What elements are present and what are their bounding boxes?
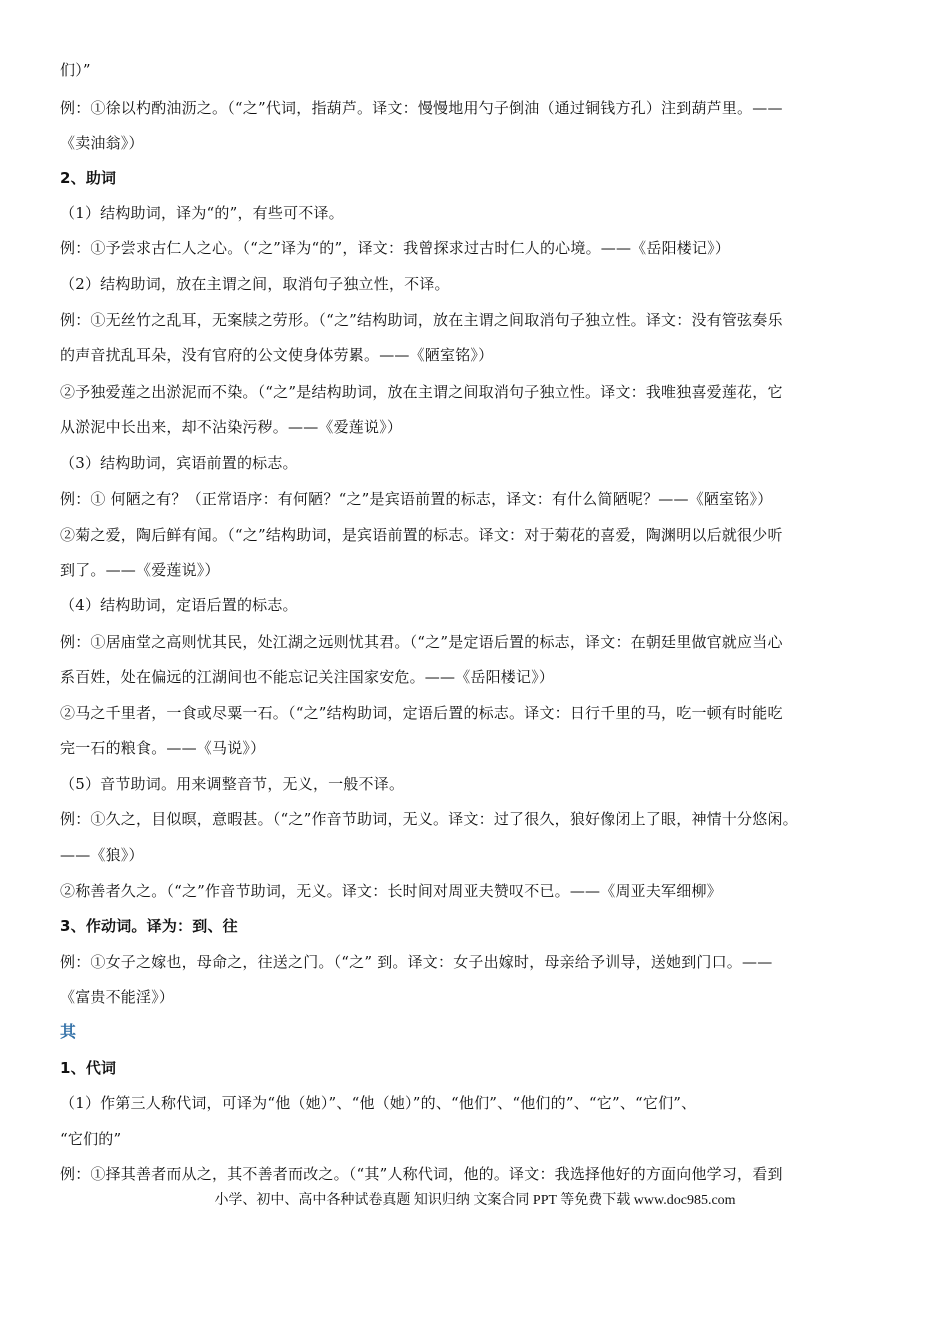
text-line: （4）结构助词，定语后置的标志。 bbox=[60, 596, 298, 614]
text-line: 《卖油翁》） bbox=[60, 134, 144, 152]
character-heading: 其 bbox=[60, 1022, 77, 1041]
text-line: 例：①居庙堂之高则忧其民，处江湖之远则忧其君。（“之”是定语后置的标志，译文：在朝廷里做官就应当心 bbox=[60, 633, 783, 651]
text-line: ②称善者久之。（“之”作音节助词，无义。译文：长时间对周亚夫赞叹不已。——《周亚夫军细柳》 bbox=[60, 882, 722, 900]
text-line: 从淤泥中长出来，却不沾染污秽。——《爱莲说》） bbox=[60, 418, 403, 436]
text-line: 的声音扰乱耳朵，没有官府的公文使身体劳累。——《陋室铭》） bbox=[60, 346, 494, 364]
text-line: 例：①择其善者而从之，其不善者而改之。（“其”人称代词，他的。译文：我选择他好的方面向他学习，看到 bbox=[60, 1165, 783, 1183]
text-line: ——《狼》） bbox=[60, 846, 144, 864]
text-line: （1）作第三人称代词，可译为“他（她）”、“他（她）”的、“他们”、“他们的”、“它”、“它们”、 bbox=[60, 1094, 697, 1112]
text-line: 系百姓，处在偏远的江湖间也不能忘记关注国家安危。——《岳阳楼记》） bbox=[60, 668, 555, 686]
text-line: ②予独爱莲之出淤泥而不染。（“之”是结构助词，放在主谓之间取消句子独立性。译文：我唯独喜爱莲花，它 bbox=[60, 383, 783, 401]
text-line: 例：①无丝竹之乱耳，无案牍之劳形。（“之”结构助词，放在主谓之间取消句子独立性。译文：没有管弦奏乐 bbox=[60, 311, 783, 329]
text-line: 们）” bbox=[60, 61, 91, 79]
text-line: “它们的” bbox=[60, 1130, 122, 1148]
text-line: 例：①徐以杓酌油沥之。（“之”代词，指葫芦。译文：慢慢地用勺子倒油（通过铜钱方孔）注到葫芦里。—— bbox=[60, 99, 783, 117]
text-line: 到了。——《爱莲说》） bbox=[60, 561, 220, 579]
section-heading: 1、代词 bbox=[60, 1059, 117, 1077]
page-footer: 小学、初中、高中各种试卷真题 知识归纳 文案合同 PPT 等免费下载 www.doc985.com bbox=[214, 1193, 736, 1208]
text-line: 例：① 何陋之有？（正常语序：有何陋？“之”是宾语前置的标志，译文：有什么简陋呢？——《陋室铭》） bbox=[60, 490, 773, 508]
text-line: 例：①予尝求古仁人之心。（“之”译为“的”，译文：我曾探求过古时仁人的心境。——《岳阳楼记》） bbox=[60, 239, 731, 257]
text-line: （1）结构助词，译为“的”，有些可不译。 bbox=[60, 204, 344, 222]
text-line: 完一石的粮食。——《马说》） bbox=[60, 739, 266, 757]
text-line: 《富贵不能淫》） bbox=[60, 988, 175, 1006]
text-line: （2）结构助词，放在主谓之间，取消句子独立性，不译。 bbox=[60, 275, 450, 293]
section-heading: 2、助词 bbox=[60, 169, 117, 187]
text-line: ②菊之爱，陶后鲜有闻。（“之”结构助词，是宾语前置的标志。译文：对于菊花的喜爱，陶渊明以后就很少听 bbox=[60, 526, 783, 544]
text-line: ②马之千里者，一食或尽粟一石。（“之”结构助词，定语后置的标志。译文：日行千里的马，吃一顿有时能吃 bbox=[60, 704, 783, 722]
text-line: （5）音节助词。用来调整音节，无义，一般不译。 bbox=[60, 775, 405, 793]
text-line: 例：①久之，目似暝，意暇甚。（“之”作音节助词，无义。译文：过了很久，狼好像闭上了眼，神情十分悠闲。 bbox=[60, 810, 798, 828]
text-line: 例：①女子之嫁也，母命之，往送之门。（“之” 到。译文：女子出嫁时，母亲给予训导，送她到门口。—— bbox=[60, 953, 773, 971]
section-heading: 3、作动词。译为：到、往 bbox=[60, 917, 238, 935]
text-line: （3）结构助词，宾语前置的标志。 bbox=[60, 454, 298, 472]
